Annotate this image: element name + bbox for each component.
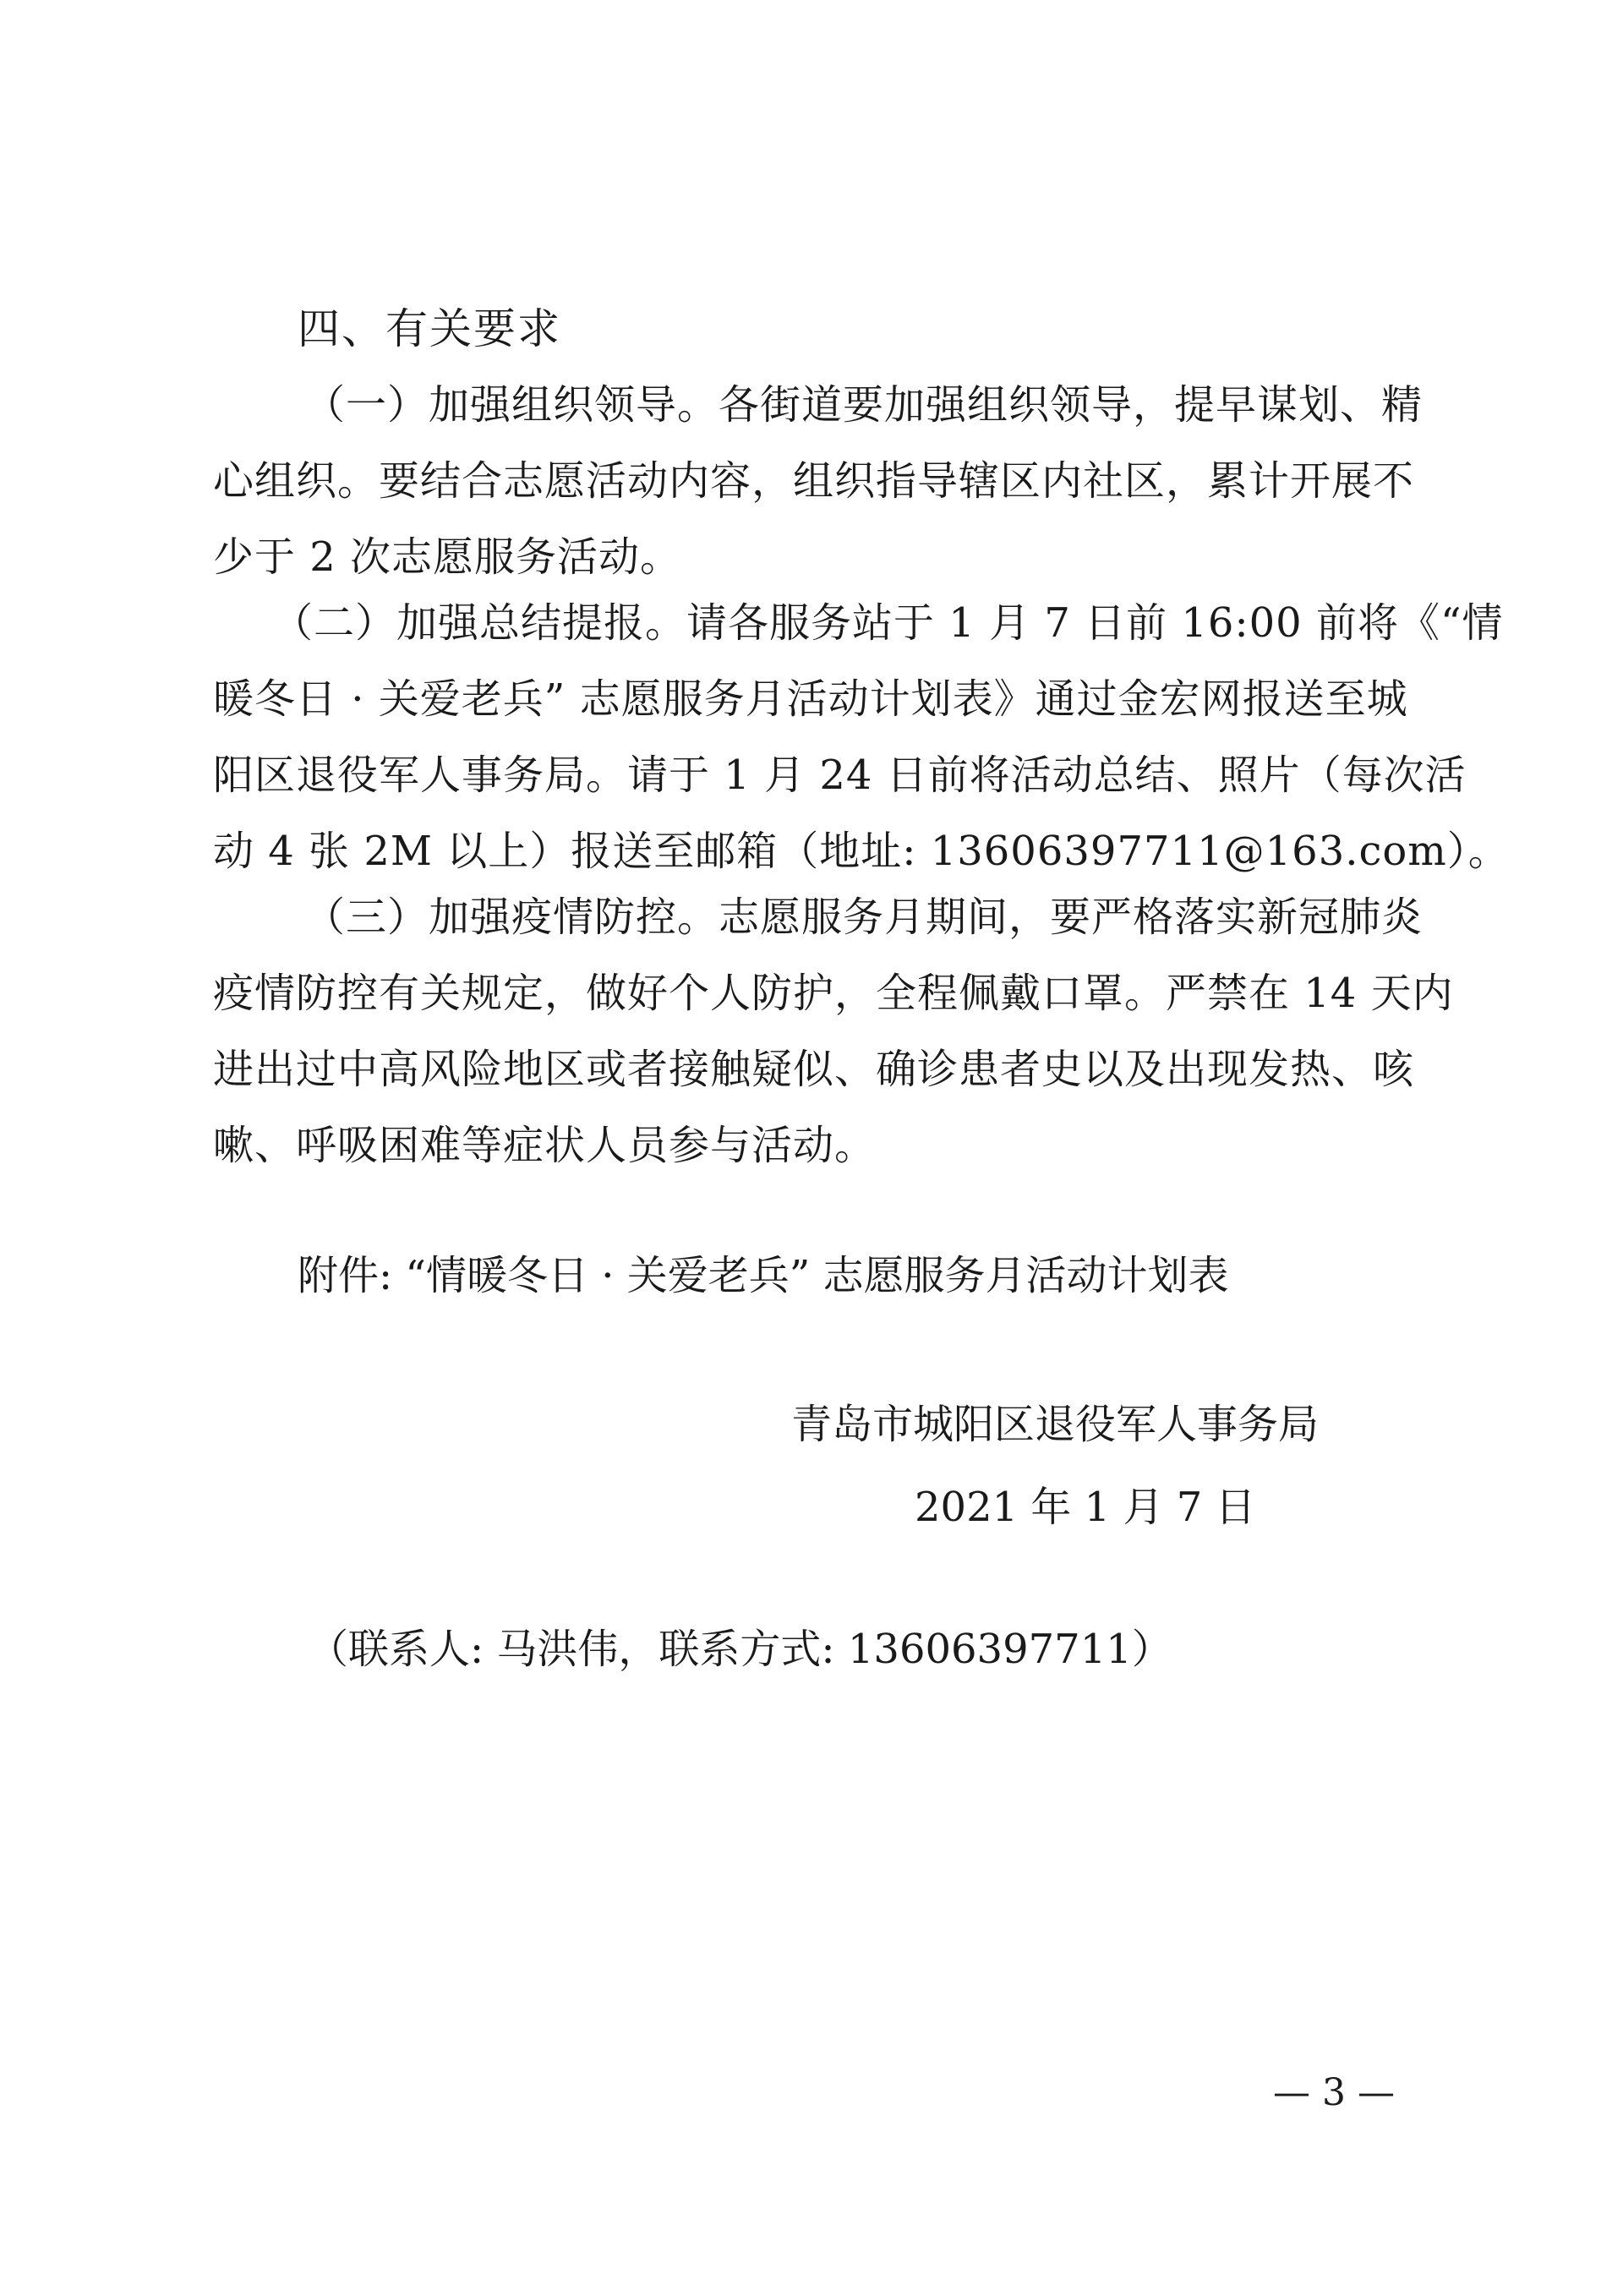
signature-date: 2021 年 1 月 7 日 — [915, 1484, 1256, 1531]
paragraph-text: 各街道要加强组织领导，提早谋划、精 — [719, 381, 1424, 429]
section-heading: 四、有关要求 — [298, 304, 561, 353]
paragraph-line: 阳区退役军人事务局。请于 1 月 24 日前将活动总结、照片（每次活 — [213, 752, 1467, 799]
paragraph-lead: （二）加强总结提报。 — [272, 599, 687, 647]
signature-organization: 青岛市城阳区退役军人事务局 — [791, 1401, 1320, 1448]
paragraph-organization — [213, 367, 1424, 595]
paragraph-line: 嗽、呼吸困难等症状人员参与活动。 — [213, 1122, 877, 1169]
paragraph-epidemic-control — [213, 879, 1454, 1184]
paragraph-text: 请各服务站于 1 月 7 日前 16:00 前将《“情 — [686, 599, 1504, 647]
paragraph-line: 疫情防控有关规定，做好个人防护，全程佩戴口罩。严禁在 14 天内 — [213, 970, 1454, 1017]
paragraph-text: 志愿服务月期间，要严格落实新冠肺炎 — [719, 894, 1424, 941]
paragraph-line: 心组织。要结合志愿活动内容，组织指导辖区内社区，累计开展不 — [213, 457, 1415, 505]
contact-info: （联系人: 马洪伟，联系方式: 13606397711） — [308, 1626, 1172, 1673]
paragraph-line — [213, 367, 1424, 443]
paragraph-line — [213, 585, 1504, 661]
attachment-note: 附件: “情暖冬日 · 关爱老兵” 志愿服务月活动计划表 — [298, 1252, 1229, 1299]
paragraph-line: 进出过中高风险地区或者接触疑似、确诊患者史以及出现发热、咳 — [213, 1046, 1415, 1093]
paragraph-line — [213, 879, 1424, 955]
paragraph-line: 少于 2 次志愿服务活动。 — [213, 533, 682, 581]
paragraph-summary-report — [213, 585, 1510, 889]
paragraph-line: 动 4 张 2M 以上）报送至邮箱（地址: 13606397711@163.com）。 — [213, 828, 1510, 875]
paragraph-line: 暖冬日 · 关爱老兵” 志愿服务月活动计划表》通过金宏网报送至城 — [213, 675, 1408, 723]
paragraph-lead: （一）加强组织领导。 — [304, 381, 719, 429]
page-number: — 3 — — [1273, 2071, 1395, 2114]
paragraph-lead: （三）加强疫情防控。 — [304, 894, 719, 941]
